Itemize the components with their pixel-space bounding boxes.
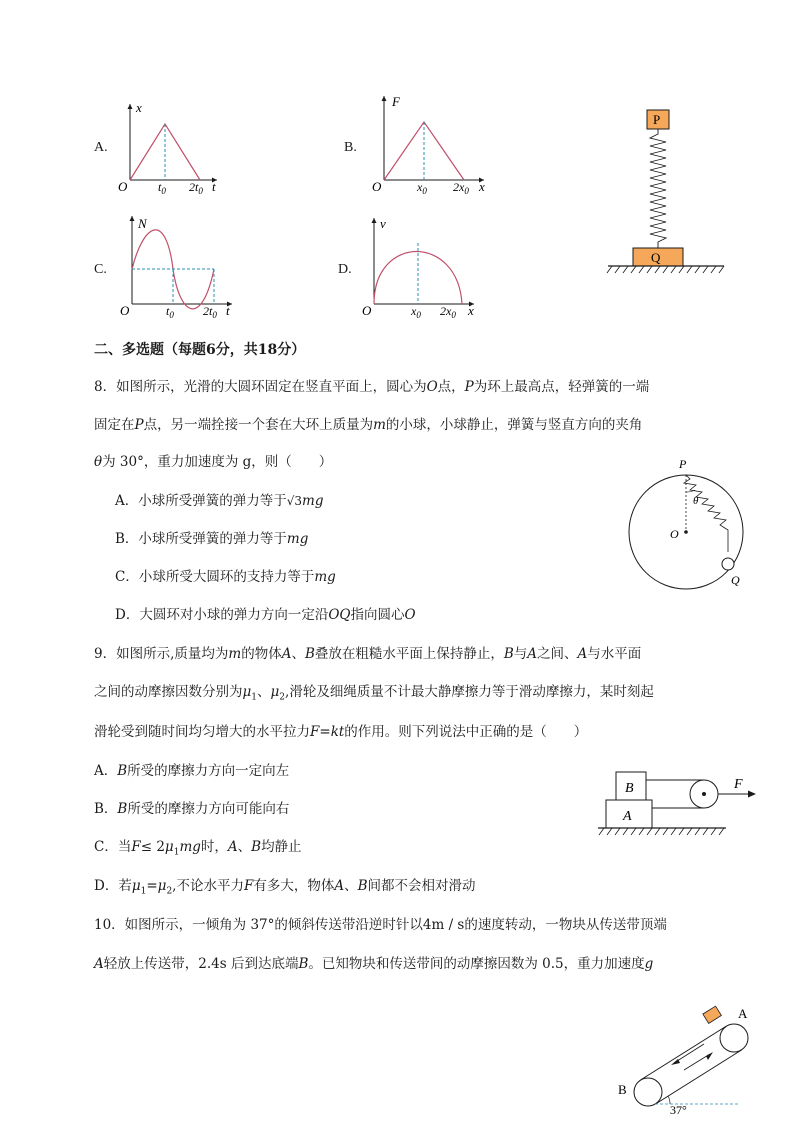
q9-option-d: D．若$\mu_1=\mu_2$,不论水平力F有多大，物体A、B间都不会相对滑动 bbox=[94, 878, 476, 897]
graph-c-xlabel: t bbox=[226, 303, 230, 318]
graph-c-origin: O bbox=[120, 303, 130, 318]
svg-text:Q: Q bbox=[651, 250, 661, 265]
graph-a-tick1: t bbox=[158, 180, 162, 194]
option-a-label: A. bbox=[94, 140, 108, 155]
graph-d-tick1: x bbox=[411, 304, 417, 318]
graph-b-curve bbox=[384, 122, 464, 180]
belt-block bbox=[703, 1006, 722, 1023]
option-d-label: D. bbox=[338, 262, 352, 277]
ring-ball bbox=[722, 558, 734, 570]
svg-text:2t0: $2t_0$ bbox=[189, 180, 203, 194]
svg-text:O: O bbox=[670, 527, 679, 541]
q10-belt-figure bbox=[612, 1004, 782, 1120]
q8-line3: θ为 30°，重力加速度为 g，则（ ） bbox=[94, 454, 333, 470]
graph-a-xlabel: t bbox=[212, 179, 216, 194]
graph-a-ylabel: x bbox=[136, 100, 142, 115]
ring-spring bbox=[684, 475, 728, 552]
q9-line1: 9．如图所示,质量均为m的物体A、B叠放在粗糙水平面上保持静止，B与A之间、A与水平面 bbox=[94, 646, 642, 662]
q9-option-b: B．B所受的摩擦力方向可能向右 bbox=[94, 801, 290, 817]
q9-option-c: C．当$F\le 2\mu_1mg$时，A、B均静止 bbox=[94, 839, 302, 858]
graph-d-tick2: 2x bbox=[440, 304, 452, 318]
svg-text:2x0: $2x_0$ bbox=[453, 180, 469, 196]
q10-line2: A轻放上传送带，2.4s 后到达底端B。已知物块和传送带间的动摩擦因数为 0.5，重力加速度g bbox=[94, 956, 654, 972]
svg-text:θ: θ bbox=[693, 495, 699, 507]
svg-text:t0: $t_0$ bbox=[166, 304, 174, 320]
roller-top bbox=[720, 1024, 748, 1052]
q9-option-a: A．B所受的摩擦力方向一定向左 bbox=[94, 763, 290, 779]
q10-line1: 10．如图所示，一倾角为 37°的倾斜传送带沿逆时针以4m / s的速度转动，一物块从传送带顶端 bbox=[94, 917, 667, 933]
svg-text:37°: 37° bbox=[670, 1103, 687, 1117]
q9-line2: 之间的动摩擦因数分别为$\mu_1$、$\mu_2$,滑轮及细绳质量不计最大静摩擦力等于滑动摩擦力，某时刻起 bbox=[94, 684, 654, 703]
svg-text:B: B bbox=[618, 1082, 627, 1097]
graph-b-xlabel: x bbox=[479, 179, 485, 194]
graph-d bbox=[358, 214, 482, 320]
q9-line3: 滑轮受到随时间均匀增大的水平拉力F=kt的作用。则下列说法中正确的是（ ） bbox=[94, 724, 588, 740]
graph-d-origin: O bbox=[362, 303, 372, 318]
graph-a-origin: O bbox=[118, 179, 128, 194]
graph-c-tick1: t bbox=[166, 304, 170, 318]
graph-d-ylabel: v bbox=[380, 216, 386, 231]
svg-text:A: A bbox=[623, 809, 632, 824]
q8-line1: 8．如图所示，光滑的大圆环固定在竖直平面上，圆心为O点，P为环上最高点，轻弹簧的一端 bbox=[94, 379, 650, 395]
graph-c-tick2: 2t bbox=[203, 304, 213, 318]
svg-text:x0: $x_0$ bbox=[411, 304, 421, 320]
q8-option-a: A．小球所受弹簧的弹力等于√3mg bbox=[115, 493, 324, 509]
roller-bottom bbox=[634, 1078, 662, 1106]
q8-ring-figure bbox=[624, 452, 750, 592]
q8-line2: 固定在P点，另一端拴接一个套在大环上质量为m的小球，小球静止，弹簧与竖直方向的夹角 bbox=[94, 417, 643, 433]
graph-b-tick1: x bbox=[417, 180, 423, 194]
graph-d-xlabel: x bbox=[468, 303, 474, 318]
option-c-label: C. bbox=[94, 262, 107, 277]
svg-text:x0: $x_0$ bbox=[417, 180, 427, 196]
graph-b-origin: O bbox=[372, 179, 382, 194]
svg-text:F: F bbox=[734, 777, 743, 792]
option-b-label: B. bbox=[344, 140, 357, 155]
graph-c-ylabel: N bbox=[138, 216, 147, 231]
svg-text:P: P bbox=[653, 112, 661, 127]
q8-option-d: D．大圆环对小球的弹力方向一定沿OQ指向圆心O bbox=[115, 607, 416, 623]
q9-pulley-figure bbox=[596, 766, 762, 840]
graph-a-tick2: 2t bbox=[189, 180, 199, 194]
svg-text:2t0: $2t_0$ bbox=[203, 304, 217, 320]
svg-text:Q: Q bbox=[731, 573, 740, 587]
q8-option-c: C．小球所受大圆环的支持力等于mg bbox=[115, 569, 336, 585]
graph-b bbox=[366, 92, 490, 196]
svg-text:2x0: $2x_0$ bbox=[440, 304, 456, 320]
graph-b-tick2: 2x bbox=[453, 180, 465, 194]
svg-text:A: A bbox=[738, 1006, 748, 1021]
graph-a bbox=[112, 98, 222, 194]
svg-text:t0: $t_0$ bbox=[158, 180, 166, 194]
graph-c bbox=[114, 212, 238, 320]
svg-text:B: B bbox=[625, 781, 634, 796]
svg-text:P: P bbox=[679, 457, 687, 471]
q8-option-b: B．小球所受弹簧的弹力等于mg bbox=[115, 531, 309, 547]
section-title: 二、多选题（每题6分，共18分） bbox=[94, 342, 306, 358]
spring-coil bbox=[650, 129, 666, 248]
graph-b-ylabel: F bbox=[392, 94, 400, 109]
spring-figure bbox=[604, 106, 728, 278]
